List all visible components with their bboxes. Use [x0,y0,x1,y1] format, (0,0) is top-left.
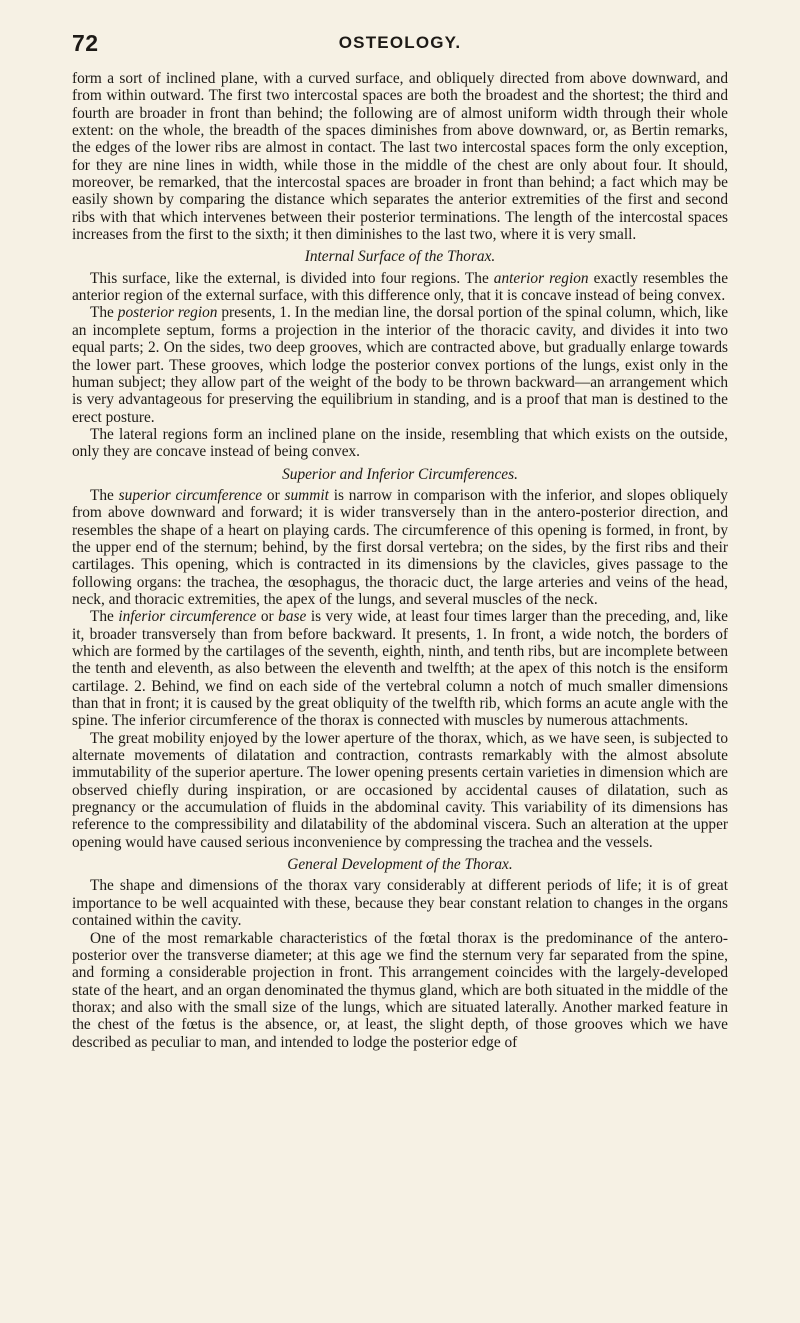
page-number: 72 [72,30,99,56]
internal-p2-end: presents, 1. In the median line, the dorsal portion of the spinal column, which, like an incomplete septum, forms a projection in the interior of the thoracic cavity, and divides it into two equal parts; 2. On the sides, two deep grooves, which are contracted above, but gradually enlarge towards the lower part. These grooves, which lodge the posterior convex portions of the lungs, exist only in the human subject; they allow part of the weight of the body to be thrown backward—an arrangement which is very advantageous for preserving the equilibrium in standing, and is a proof that man is destined to the erect posture. [72,304,728,426]
circ-p2-mid: or [256,608,279,626]
running-head: OSTEOLOGY. [338,33,462,52]
circ-p1-term-1: superior circumference [118,486,263,504]
internal-p1-start: This surface, like the external, is divided into four regions. The [90,269,494,287]
page-body [72,70,728,1051]
internal-p1-end: exactly resembles the anterior region of the external surface, with this difference only, that it is concave instead of being convex. [72,269,728,305]
circ-p2-term-1: inferior circumference [118,608,257,626]
circ-p2-start: The [90,608,119,626]
intro-paragraph: form a sort of inclined plane, with a curved surface, and obliquely directed from above downward, and from within outward. The first two intercostal spaces are both the broadest and the shortest; the third and fourth are broader in front than behind; the following are of almost uniform width through their whole extent: on the whole, the breadth of the spaces diminishes from above downward, or, as Bertin remarks, the edges of the lower ribs are almost in contact. The last two intercostal spaces form the only exception, for they are nine lines in width, while those in the middle of the chest are only about four. It should, moreover, be remarked, that the intercostal spaces are broader in front than behind; a fact which may be easily shown by comparing the distance which separates the anterior extremities of the first and second ribs with that which intervenes between their posterior terminations. The length of the intercostal spaces increases from the first to the sixth; it then diminishes to the last two, where it is very small. [72,70,728,244]
internal-p1-term: anterior region [493,269,589,287]
circumferences-paragraph-2 [72,608,728,729]
internal-p2-start: The [90,304,118,322]
internal-p2-term: posterior region [117,304,218,322]
circ-p1-term-2: summit [284,486,329,504]
page-header [72,30,728,58]
circumferences-paragraph-3: The great mobility enjoyed by the lower aperture of the thorax, which, as we have seen, is subjected to alternate movements of dilatation and contraction, contrasts remarkably with the almost absolute immutability of the superior aperture. The lower opening presents certain varieties in dimension which are observed chiefly during inspiration, or are occasioned by accidental causes of dilatation, such as pregnancy or the accumulation of fluids in the abdominal cavity. This variability of its dimensions has reference to the compressibility and dilatability of the abdominal viscera. Such an alteration at the upper opening would have caused serious inconvenience by compressing the trachea and the vessels. [72,729,728,851]
section-title-circumferences: Superior and Inferior Circumferences. [282,465,518,483]
circ-p1-end: is narrow in comparison with the inferior, and slopes obliquely from above downward and forward; it is wider transversely than in the antero-posterior direction, and resembles the shape of a heart on playing cards. The circumference of this opening is formed, in front, by the upper end of the sternum; behind, by the first dorsal vertebra; on the sides, by the first ribs and their cartilages. This opening, which is contracted in its dimensions by the clavicles, gives passage to the following organs: the trachea, the œsophagus, the thoracic duct, the large arteries and veins of the head, neck, and thoracic extremities, the apex of the lungs, and several muscles of the neck. [72,486,728,608]
circ-p1-start: The [90,486,119,504]
circ-p2-end: is very wide, at least four times larger than the preceding, and, like it, broader transversely than from before backward. It presents, 1. In front, a wide notch, the borders of which are formed by the cartilages of the seventh, eighth, ninth, and tenth ribs, but are incomplete between the tenth and eleventh, as also between the eleventh and twelfth; at the apex of this notch is the ensiform cartilage. 2. Behind, we find on each side of the vertebral column a notch of much smaller dimensions than that in front; it is caused by the great obliquity of the twelfth rib, which forms an acute angle with the spine. The inferior circumference of the thorax is connected with muscles by numerous attachments. [72,608,728,730]
internal-paragraph-2 [72,304,728,425]
internal-paragraph-1 [72,270,728,305]
section-title-internal-surface: Internal Surface of the Thorax. [304,248,496,266]
circ-p2-term-2: base [278,608,307,626]
development-paragraph-1: The shape and dimensions of the thorax vary considerably at different periods of life; it is of great importance to be well acquainted with these, because they bear constant relation to changes in the organs contained within the cavity. [72,877,728,930]
circ-p1-mid: or [262,486,285,504]
section-title-development: General Development of the Thorax. [287,856,513,874]
circumferences-paragraph-1 [72,487,728,608]
internal-paragraph-3: The lateral regions form an inclined plane on the inside, resembling that which exists on the outside, only they are concave instead of being convex. [72,425,728,461]
development-paragraph-2: One of the most remarkable characteristics of the fœtal thorax is the predominance of the antero-posterior over the transverse diameter; at this age we find the sternum very far separated from the spine, and forming a considerable projection in front. This arrangement coincides with the largely-developed state of the heart, and an organ denominated the thymus gland, which are both situated in the middle of the thorax; and also with the small size of the lungs, which are situated laterally. Another marked feature in the chest of the fœtus is the absence, or, at least, the slight depth, of those grooves which we have described as peculiar to man, and intended to lodge the posterior edge of [72,929,728,1051]
